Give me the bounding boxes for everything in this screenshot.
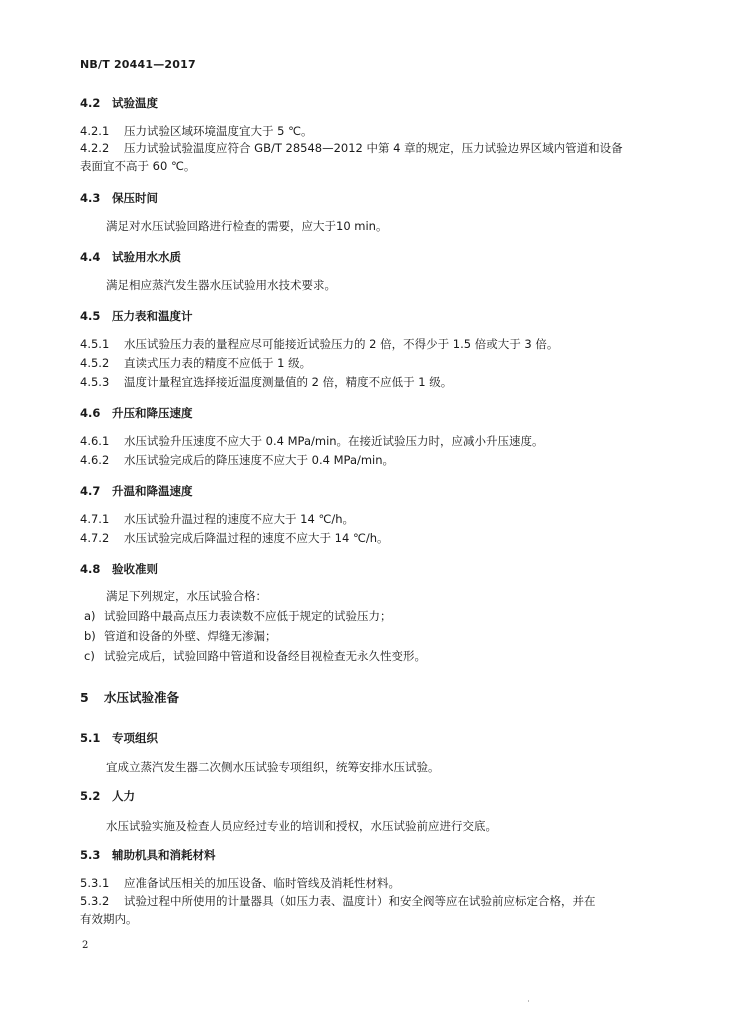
clause-number: 4.2.2 [80, 141, 110, 155]
section-number: 4.8 [80, 562, 101, 576]
heading-5-3 [80, 848, 680, 863]
section-title: 试验温度 [112, 96, 158, 110]
clause-4-5-3 [80, 375, 680, 390]
section-number: 5.1 [80, 731, 101, 745]
clause-text: 压力试验区域环境温度宜大于 5 ℃。 [124, 124, 313, 138]
para-4-3: 满足对水压试验回路进行检查的需要，应大于10 min。 [106, 219, 388, 233]
section-title: 保压时间 [112, 191, 158, 205]
heading-5 [80, 690, 680, 705]
section-number: 4.7 [80, 484, 101, 498]
clause-4-5-2 [80, 356, 680, 371]
clause-text: 温度计量程宜选择接近温度测量值的 2 倍，精度不应低于 1 级。 [124, 375, 453, 389]
section-number: 4.5 [80, 309, 101, 323]
list-item [84, 629, 684, 644]
clause-number: 5.3.1 [80, 876, 110, 890]
section-number: 5.2 [80, 789, 101, 803]
section-title: 升压和降压速度 [112, 406, 193, 420]
clause-text: 试验过程中所使用的计量器具（如压力表、温度计）和安全阀等应在试验前应标定合格，并在 [124, 894, 596, 908]
para-5-1: 宜成立蒸汽发生器二次侧水压试验专项组织，统筹安排水压试验。 [106, 760, 440, 774]
list-text: 管道和设备的外壁、焊缝无渗漏； [104, 629, 277, 643]
clause-text: 水压试验压力表的量程应尽可能接近试验压力的 2 倍，不得少于 1.5 倍或大于 3 倍。 [124, 337, 559, 351]
section-number: 4.3 [80, 191, 101, 205]
section-number: 4.6 [80, 406, 101, 420]
list-label: b) [84, 629, 96, 643]
clause-number: 4.7.2 [80, 531, 110, 545]
clause-number: 4.6.2 [80, 453, 110, 467]
clause-4-7-2 [80, 531, 680, 546]
list-text: 试验回路中最高点压力表读数不应低于规定的试验压力； [104, 609, 392, 623]
clause-text: 应准备试压相关的加压设备、临时管线及消耗性材料。 [124, 876, 400, 890]
clause-5-3-1 [80, 876, 680, 891]
heading-5-1 [80, 731, 680, 746]
clause-4-6-1 [80, 434, 680, 449]
heading-5-2 [80, 789, 680, 804]
section-title: 水压试验准备 [104, 690, 180, 705]
heading-4-3 [80, 191, 680, 206]
list-text: 试验完成后，试验回路中管道和设备经目视检查无永久性变形。 [104, 649, 426, 663]
clause-4-2-1 [80, 124, 680, 139]
section-title: 人力 [112, 789, 135, 803]
heading-4-7 [80, 484, 680, 499]
clause-4-7-1 [80, 512, 680, 527]
page-number: 2 [82, 940, 89, 951]
para-4-8-intro: 满足下列规定，水压试验合格： [106, 589, 267, 603]
clause-4-5-1 [80, 337, 680, 352]
clause-text: 水压试验完成后降温过程的速度不应大于 14 ℃/h。 [124, 531, 389, 545]
clause-number: 4.6.1 [80, 434, 110, 448]
section-title: 压力表和温度计 [112, 309, 193, 323]
list-item [84, 649, 684, 664]
para-5-2: 水压试验实施及检查人员应经过专业的培训和授权，水压试验前应进行交底。 [106, 819, 497, 833]
section-title: 试验用水水质 [112, 250, 181, 264]
heading-4-6 [80, 406, 680, 421]
clause-5-3-2-cont: 有效期内。 [80, 912, 138, 926]
clause-text: 水压试验升压速度不应大于 0.4 MPa/min。在接近试验压力时，应减小升压速度。 [124, 434, 544, 448]
section-number: 5.3 [80, 848, 101, 862]
section-number: 5 [80, 690, 89, 705]
clause-text: 压力试验试验温度应符合 GB/T 28548—2012 中第 4 章的规定，压力试验边界区域内管道和设备 [124, 141, 623, 155]
clause-text: 直读式压力表的精度不应低于 1 级。 [124, 356, 312, 370]
scan-speck [528, 1000, 529, 1002]
clause-text: 水压试验完成后的降压速度不应大于 0.4 MPa/min。 [124, 453, 395, 467]
clause-text: 水压试验升温过程的速度不应大于 14 ℃/h。 [124, 512, 355, 526]
list-label: c) [84, 649, 95, 663]
standard-code: NB/T 20441—2017 [80, 58, 196, 71]
clause-4-6-2 [80, 453, 680, 468]
clause-5-3-2 [80, 894, 680, 909]
section-title: 升温和降温速度 [112, 484, 193, 498]
heading-4-4 [80, 250, 680, 265]
clause-4-2-2 [80, 141, 680, 156]
heading-4-8 [80, 562, 680, 577]
heading-4-5 [80, 309, 680, 324]
clause-number: 5.3.2 [80, 894, 110, 908]
section-title: 验收准则 [112, 562, 158, 576]
section-number: 4.2 [80, 96, 101, 110]
heading-4-2 [80, 96, 680, 111]
para-4-4: 满足相应蒸汽发生器水压试验用水技术要求。 [106, 278, 336, 292]
clause-number: 4.5.3 [80, 375, 110, 389]
clause-number: 4.2.1 [80, 124, 110, 138]
clause-4-2-2-cont: 表面宜不高于 60 ℃。 [80, 159, 196, 173]
list-item [84, 609, 684, 624]
clause-number: 4.5.1 [80, 337, 110, 351]
section-number: 4.4 [80, 250, 101, 264]
list-label: a) [84, 609, 96, 623]
clause-number: 4.5.2 [80, 356, 110, 370]
clause-number: 4.7.1 [80, 512, 110, 526]
section-title: 专项组织 [112, 731, 158, 745]
section-title: 辅助机具和消耗材料 [112, 848, 216, 862]
